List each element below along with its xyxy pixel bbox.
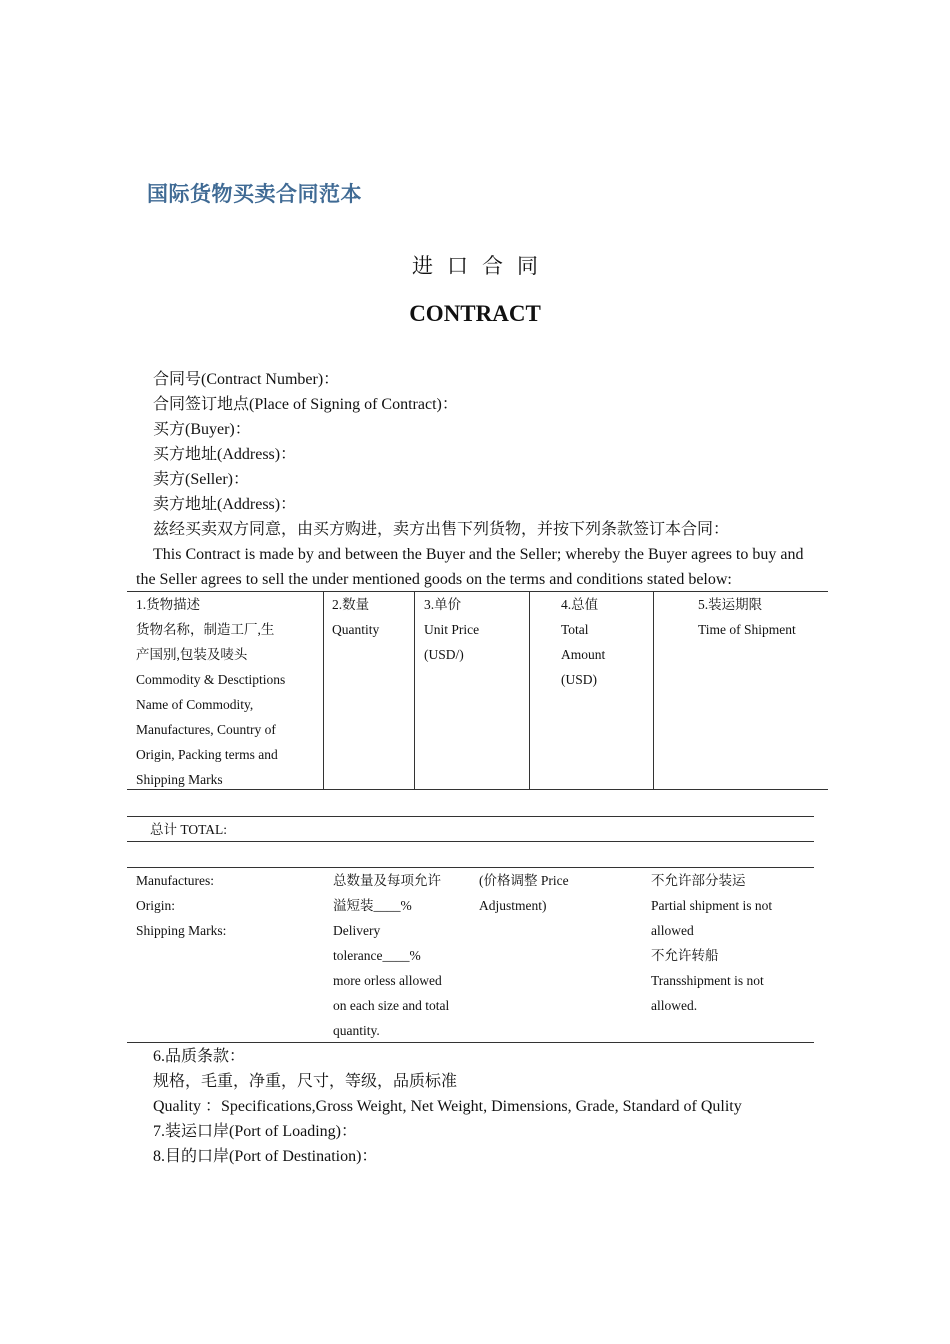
table-cell-line: Manufactures, Country of <box>136 722 276 737</box>
table-cell-line: Amount <box>561 647 606 662</box>
table-cell-line: Origin, Packing terms and <box>136 747 278 762</box>
table-cell-line: 3.单价 <box>424 597 462 612</box>
port-of-destination-clause: 8.目的口岸(Port of Destination)： <box>153 1148 378 1165</box>
quality-clause-cn: 规格，毛重，净重，尺寸，等级，品质标准 <box>153 1073 458 1090</box>
shipment-time-column <box>654 592 828 790</box>
table-cell-line: Manufactures: <box>136 873 214 888</box>
table-cell-line: 总数量及每项允许 <box>333 873 441 888</box>
table-cell-line: (USD/) <box>424 647 464 662</box>
table-cell-line: Time of Shipment <box>698 622 796 637</box>
goods-table <box>127 591 828 790</box>
table-cell-line: Delivery <box>333 923 381 938</box>
table-cell-line: 产国别,包装及唛头 <box>136 647 248 662</box>
table-cell-line: Shipping Marks: <box>136 923 227 938</box>
seller-address-field: 卖方地址(Address)： <box>153 496 297 513</box>
table-cell-line: Name of Commodity, <box>136 697 254 712</box>
table-cell-line: 溢短装____% <box>333 898 412 913</box>
table-cell-line: 不允许转船 <box>651 948 719 963</box>
table-cell-line: Origin: <box>136 898 175 913</box>
contract-title-cn: 进口合同 <box>412 254 552 278</box>
table-cell-line: 货物名称，制造工厂,生 <box>136 622 275 637</box>
table-cell-line: 4.总值 <box>561 597 599 612</box>
origin-marks-cell <box>136 868 316 943</box>
signing-place-field: 合同签订地点(Place of Signing of Contract)： <box>153 396 458 413</box>
table-cell-line: (价格调整 Price <box>479 873 569 888</box>
contract-number-field: 合同号(Contract Number)： <box>153 371 340 388</box>
shipment-terms-cell <box>651 868 811 1018</box>
table-cell-line: more orless allowed <box>333 973 442 988</box>
table-cell-line: Quantity <box>332 622 380 637</box>
table-cell-line: Partial shipment is not <box>651 898 773 913</box>
contract-fields <box>153 367 729 542</box>
table-cell-line: (USD) <box>561 672 597 687</box>
table-cell-line: Commodity & Desctiptions <box>136 672 286 687</box>
contract-title-en: CONTRACT <box>409 301 541 326</box>
seller-field: 卖方(Seller)： <box>153 471 249 488</box>
table-cell-line: 1.货物描述 <box>136 597 201 612</box>
buyer-field: 买方(Buyer)： <box>153 421 251 438</box>
table-cell-line: on each size and total <box>333 998 450 1013</box>
document-heading: 国际货物买卖合同范本 <box>147 182 362 206</box>
table-cell-line: Unit Price <box>424 622 480 637</box>
table-cell-line: 2.数量 <box>332 597 370 612</box>
tolerance-cell <box>333 868 463 1043</box>
price-adjustment-cell <box>479 868 629 918</box>
buyer-address-field: 买方地址(Address)： <box>153 446 297 463</box>
table-cell-line: Transshipment is not <box>651 973 764 988</box>
table-cell-line: Adjustment) <box>479 898 547 913</box>
table-cell-line: Shipping Marks <box>136 772 223 787</box>
total-row: 总计 TOTAL: <box>127 816 814 842</box>
quality-clause-en: Quality ：Specifications,Gross Weight, Net Weight, Dimensions, Grade, Standard of Qulity <box>153 1098 742 1115</box>
table-cell-line: allowed <box>651 923 694 938</box>
unit-price-column <box>415 592 530 790</box>
contract-clauses <box>153 1044 742 1169</box>
goods-description-column <box>127 592 324 790</box>
table-cell-line: quantity. <box>333 1023 380 1038</box>
table-cell-line: allowed. <box>651 998 698 1013</box>
terms-row <box>127 867 814 1043</box>
table-cell-line: 5.装运期限 <box>698 597 763 612</box>
quality-clause-heading: 6.品质条款： <box>153 1048 246 1065</box>
table-cell-line: Total <box>561 622 589 637</box>
intro-cn: 兹经买卖双方同意，由买方购进，卖方出售下列货物，并按下列条款签订本合同： <box>153 521 730 538</box>
total-amount-column <box>530 592 654 790</box>
intro-en: This Contract is made by and between the Buyer and the Seller; whereby the Buyer agrees to buy and the Seller agrees to sell the under mentioned goods on the terms and conditions stated below: <box>136 546 804 588</box>
table-cell-line: 不允许部分装运 <box>651 873 746 888</box>
quantity-column <box>324 592 415 790</box>
port-of-loading-clause: 7.装运口岸(Port of Loading)： <box>153 1123 357 1140</box>
table-cell-line: tolerance____% <box>333 948 421 963</box>
